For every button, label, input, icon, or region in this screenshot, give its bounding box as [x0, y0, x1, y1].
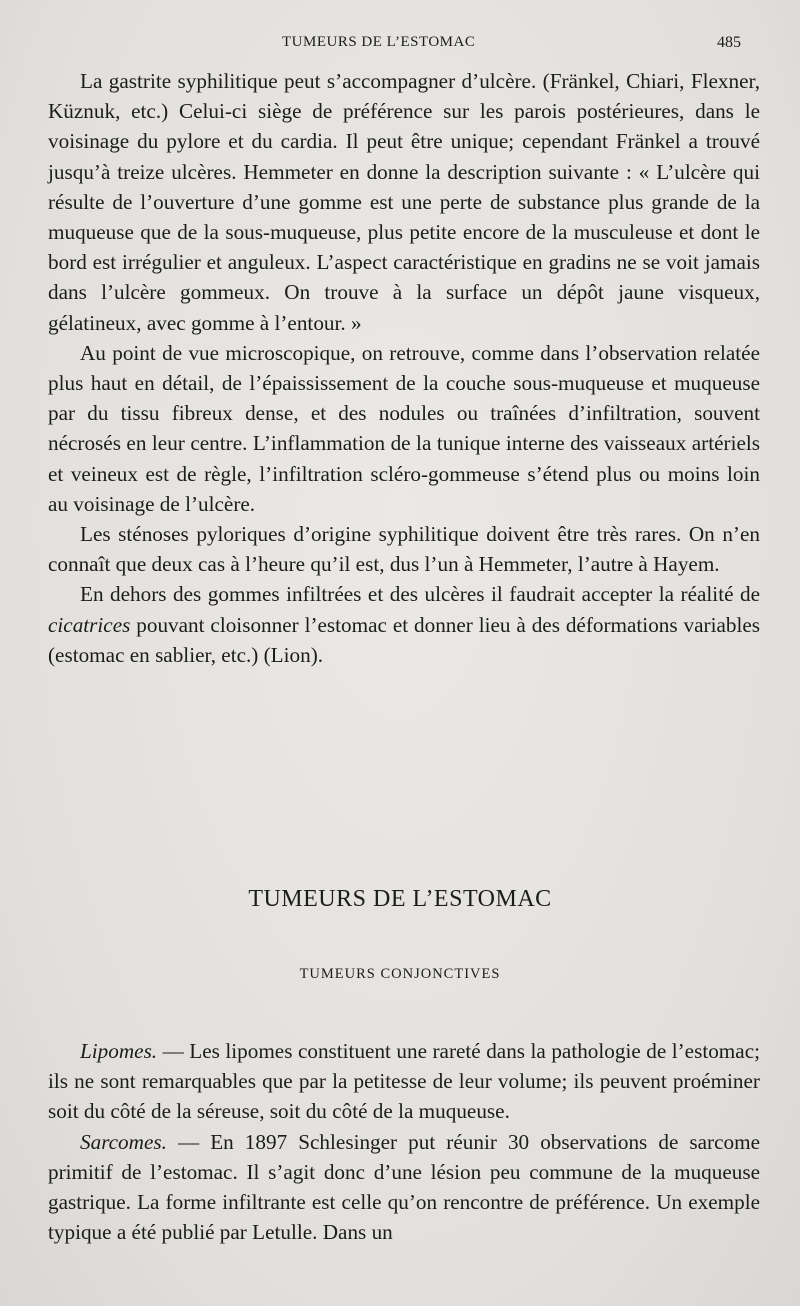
page-number: 485	[717, 34, 741, 51]
cicatrices-emphasis: cicatrices	[48, 612, 131, 637]
paragraph-microscopic: Au point de vue microscopique, on retrouve, comme dans l’observation relatée plus haut en détail, de l’épaississement de la couche sous-muqueuse et muqueuse par du tissu fibreux dense, et des nodules ou traînées d’infiltration, souvent nécrosés en leur centre. L’inflammation de la tunique interne des vaisseaux artériels et veineux est de règle, l’infiltration scléro-gommeuse s’étend plus ou moins loin au voisinage de l’ulcère.	[48, 340, 760, 516]
lipomes-text: — Les lipomes constituent une rareté dans la pathologie de l’estomac; ils ne sont remarquables que par la petitesse de leur volume; ils peuvent proéminer soit du côté de la séreuse, soit du côté de la muqueuse.	[48, 1039, 760, 1124]
lipomes-lead: Lipomes.	[80, 1039, 158, 1063]
body-text	[48, 66, 760, 670]
sarcomes-lead: Sarcomes.	[80, 1129, 167, 1154]
paragraph-pyloric-stenosis: Les sténoses pyloriques d’origine syphilitique doivent être très rares. On n’en connaît que deux cas à l’heure qu’il est, dus l’un à Hemmeter, l’autre à Hayem.	[48, 522, 760, 577]
cicatrices-text-before: En dehors des gommes infiltrées et des ulcères il faudrait accepter la réalité de	[80, 582, 760, 607]
paragraph-lipomes	[48, 1036, 760, 1127]
paragraph-cicatrices	[48, 579, 760, 670]
paragraph-syphilitic-ulcer: La gastrite syphilitique peut s’accompagner d’ulcère. (Fränkel, Chiari, Flexner, Küznuk, etc.) Celui-ci siège de préférence sur les parois postérieures, dans le voisinage du pylore et du cardia. Il peut être unique; cependant Fränkel a trouvé jusqu’à treize ulcères. Hemmeter en donne la description suivante : « L’ulcère qui résulte de l’ouverture d’une gomme est une perte de substance plus grande de la muqueuse que de la sous-muqueuse, plus petite encore de la musculeuse et dont le bord est irrégulier et anguleux. L’aspect caractéristique en gradins ne se voit jamais dans l’ulcère gommeux. On trouve à la surface un dépôt jaune visqueux, gélatineux, avec gomme à l’entour. »	[48, 69, 760, 335]
cicatrices-text-after: pouvant cloisonner l’estomac et donner lieu à des déformations variables (estomac en sablier, etc.) (Lion).	[48, 612, 760, 667]
section-title: TUMEURS DE L’ESTOMAC	[248, 886, 552, 912]
body-text-tumeurs	[48, 1036, 760, 1247]
sarcomes-text: — En 1897 Schlesinger put réunir 30 observations de sarcome primitif de l’estomac. Il s’agit donc d’une lésion peu commune de la muqueuse gastrique. La forme infiltrante est celle qu’on rencontre de préférence. Un exemple typique a été publié par Letulle. Dans un	[48, 1129, 760, 1245]
running-title: TUMEURS DE L’ESTOMAC	[282, 34, 476, 50]
running-header	[0, 34, 800, 58]
paragraph-sarcomes	[48, 1127, 760, 1248]
subsection-title: TUMEURS CONJONCTIVES	[299, 966, 501, 982]
